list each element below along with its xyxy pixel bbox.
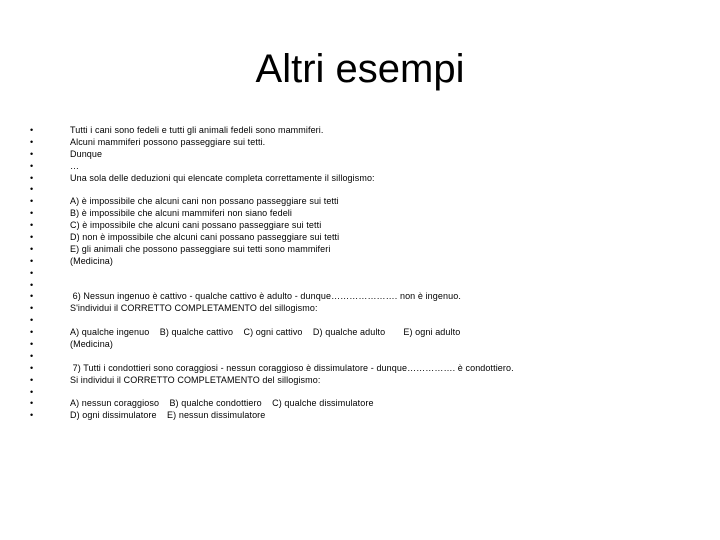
bullet-dot-icon: • [30, 362, 34, 373]
bullet-line [30, 387, 710, 399]
bullet-text: Alcuni mammiferi possono passeggiare sui tetti. [70, 136, 266, 147]
bullet-text: (Medicina) [70, 255, 114, 266]
bullet-dot-icon: • [30, 279, 34, 290]
bullet-dot-icon: • [30, 184, 34, 195]
bullet-dot-icon: • [30, 160, 34, 171]
bullet-line [30, 327, 710, 339]
bullet-dot-icon: • [30, 172, 34, 183]
slide-title: Altri esempi [255, 47, 465, 91]
bullet-line [30, 232, 710, 244]
bullet-text: A) è impossibile che alcuni cani non possano passeggiare sui tetti [70, 196, 339, 207]
bullet-text: A) nessun coraggioso B) qualche condottiero C) qualche dissimulatore [70, 398, 374, 409]
bullet-dot-icon: • [30, 255, 34, 266]
bullet-text: … [70, 160, 80, 171]
bullet-line [30, 410, 710, 422]
bullet-line [30, 256, 710, 268]
bullet-list [30, 125, 710, 422]
bullet-line [30, 244, 710, 256]
bullet-text: E) gli animali che possono passeggiare sui tetti sono mammiferi [70, 243, 331, 254]
bullet-text: D) non è impossibile che alcuni cani possano passeggiare sui tetti [70, 232, 340, 243]
bullet-dot-icon: • [30, 339, 34, 350]
bullet-line [30, 149, 710, 161]
bullet-dot-icon: • [30, 410, 34, 421]
bullet-line [30, 339, 710, 351]
bullet-line [30, 363, 710, 375]
bullet-line [30, 220, 710, 232]
bullet-line [30, 280, 710, 292]
bullet-text: 7) Tutti i condottieri sono coraggiosi - nessun coraggioso è dissimulatore - dunque……………. è condottiero. [70, 362, 514, 373]
bullet-text: C) è impossibile che alcuni cani possano passeggiare sui tetti [70, 220, 322, 231]
bullet-text: (Medicina) [70, 339, 114, 350]
bullet-dot-icon: • [30, 303, 34, 314]
bullet-dot-icon: • [30, 220, 34, 231]
bullet-dot-icon: • [30, 208, 34, 219]
bullet-text: D) ogni dissimulatore E) nessun dissimulatore [70, 410, 266, 421]
bullet-dot-icon: • [30, 386, 34, 397]
bullet-line [30, 137, 710, 149]
bullet-dot-icon: • [30, 374, 34, 385]
bullet-text: Dunque [70, 148, 103, 159]
bullet-line [30, 315, 710, 327]
bullet-line [30, 173, 710, 185]
bullet-dot-icon: • [30, 398, 34, 409]
bullet-line [30, 291, 710, 303]
bullet-dot-icon: • [30, 136, 34, 147]
bullet-line [30, 351, 710, 363]
bullet-line [30, 161, 710, 173]
bullet-line [30, 208, 710, 220]
bullet-line [30, 398, 710, 410]
bullet-text: Tutti i cani sono fedeli e tutti gli animali fedeli sono mammiferi. [70, 125, 324, 135]
bullet-dot-icon: • [30, 232, 34, 243]
bullet-line [30, 375, 710, 387]
bullet-dot-icon: • [30, 243, 34, 254]
bullet-text: S'individui il CORRETTO COMPLETAMENTO del sillogismo: [70, 303, 318, 314]
bullet-dot-icon: • [30, 327, 34, 338]
bullet-text: B) è impossibile che alcuni mammiferi non siano fedeli [70, 208, 292, 219]
bullet-line [30, 303, 710, 315]
bullet-dot-icon: • [30, 267, 34, 278]
bullet-text: A) qualche ingenuo B) qualche cattivo C) ogni cattivo D) qualche adulto E) ogni adulto [70, 327, 461, 338]
bullet-text: Una sola delle deduzioni qui elencate completa correttamente il sillogismo: [70, 172, 375, 183]
bullet-line [30, 184, 710, 196]
bullet-line [30, 125, 710, 137]
bullet-text: 6) Nessun ingenuo è cattivo - qualche cattivo è adulto - dunque…………………. non è ingenuo. [70, 291, 461, 302]
bullet-dot-icon: • [30, 125, 34, 135]
bullet-text: Si individui il CORRETTO COMPLETAMENTO del sillogismo: [70, 374, 321, 385]
bullet-dot-icon: • [30, 148, 34, 159]
bullet-line [30, 196, 710, 208]
bullet-dot-icon: • [30, 350, 34, 361]
bullet-line [30, 268, 710, 280]
bullet-dot-icon: • [30, 291, 34, 302]
bullet-dot-icon: • [30, 196, 34, 207]
bullet-dot-icon: • [30, 315, 34, 326]
